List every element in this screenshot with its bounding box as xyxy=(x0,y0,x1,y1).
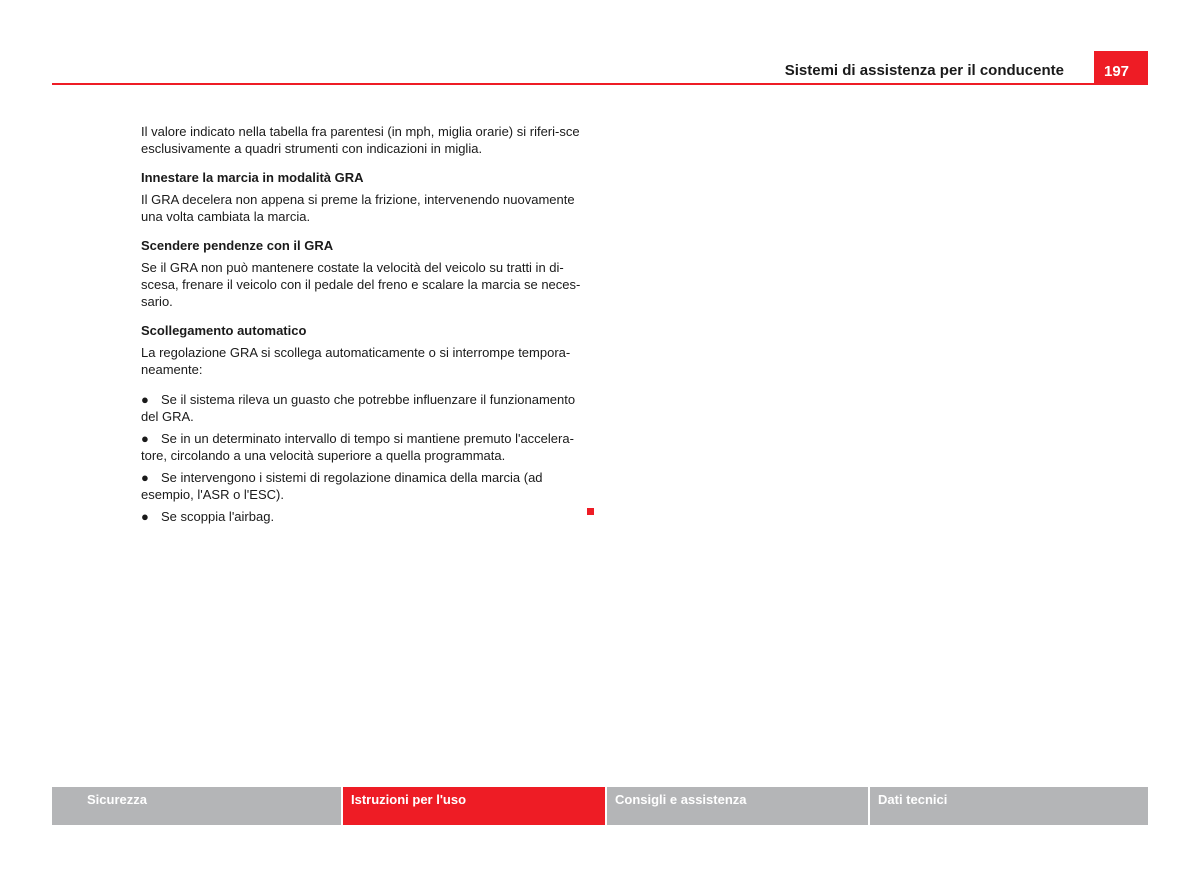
tab-istruzioni-per-uso[interactable]: Istruzioni per l'uso xyxy=(343,787,605,825)
list-item-text: Se intervengono i sistemi di regolazione dinamica della marcia (ad esempio, l'ASR o l'ESC). xyxy=(141,470,543,502)
bullet-icon: ● xyxy=(141,431,149,446)
list-item-text: Se in un determinato intervallo di tempo si mantiene premuto l'accelera-tore, circolando a una velocità superiore a quella programmata. xyxy=(141,431,574,463)
bullet-icon: ● xyxy=(141,509,149,524)
section-paragraph: Il GRA decelera non appena si preme la frizione, intervenendo nuovamente una volta cambiata la marcia. xyxy=(141,192,575,224)
section-title: Sistemi di assistenza per il conducente xyxy=(784,62,1064,79)
list-item xyxy=(141,430,587,464)
intro-paragraph: Il valore indicato nella tabella fra parentesi (in mph, miglia orarie) si riferi-sce esclusivamente a quadri strumenti con indicazioni in miglia. xyxy=(141,124,580,156)
section-heading: Scendere pendenze con il GRA xyxy=(141,238,334,253)
section-heading: Scollegamento automatico xyxy=(141,323,307,338)
tab-dati-tecnici[interactable]: Dati tecnici xyxy=(870,787,1148,825)
section-paragraph: La regolazione GRA si scollega automaticamente o si interrompe tempora-neamente: xyxy=(141,345,571,377)
list-item xyxy=(141,391,587,425)
header-divider xyxy=(52,83,1148,85)
page-number: 197 xyxy=(1094,51,1148,85)
list-item-text: Se scoppia l'airbag. xyxy=(161,509,275,524)
tab-sicurezza[interactable]: Sicurezza xyxy=(52,787,341,825)
list-item xyxy=(141,508,587,525)
section-paragraph: Se il GRA non può mantenere costate la velocità del veicolo su tratti in di-scesa, frenare il veicolo con il pedale del freno e scalare la marcia se neces-sario. xyxy=(141,260,581,309)
section-heading: Innestare la marcia in modalità GRA xyxy=(141,170,364,185)
list-item xyxy=(141,469,587,503)
bullet-icon: ● xyxy=(141,392,149,407)
bullet-list xyxy=(141,391,587,525)
footer-chapter-nav xyxy=(52,787,1148,825)
bullet-icon: ● xyxy=(141,470,149,485)
main-content xyxy=(141,123,587,530)
list-item-text: Se il sistema rileva un guasto che potrebbe influenzare il funzionamento del GRA. xyxy=(141,392,576,424)
tab-consigli-e-assistenza[interactable]: Consigli e assistenza xyxy=(607,787,868,825)
end-of-section-square-icon xyxy=(587,508,594,515)
